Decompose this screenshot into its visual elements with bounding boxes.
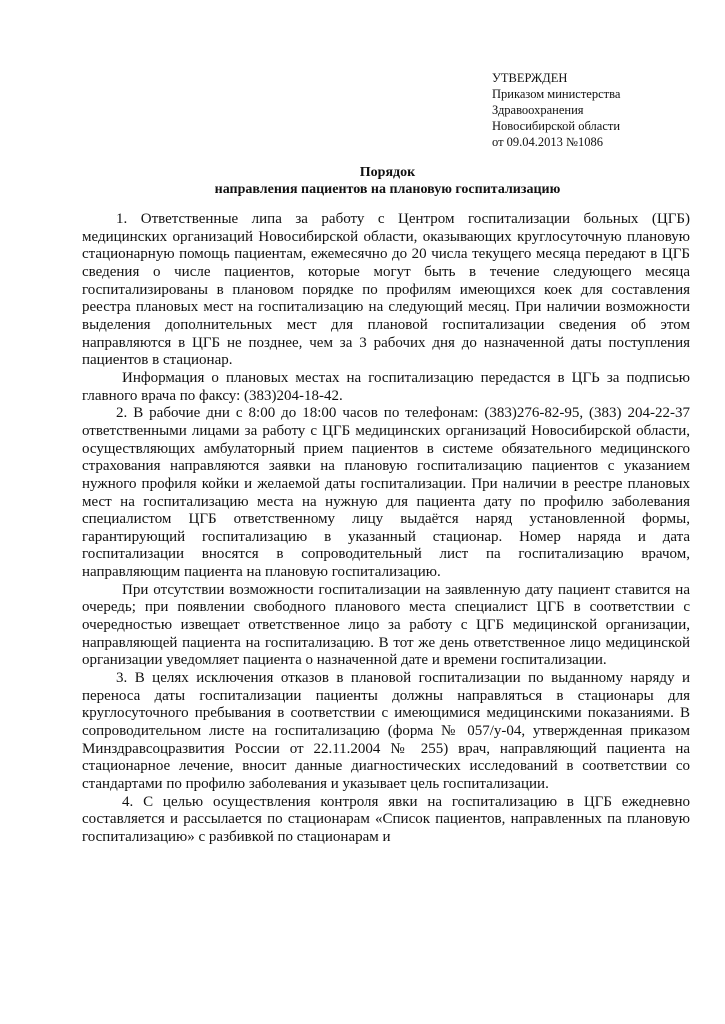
approval-line: УТВЕРЖДЕН bbox=[492, 71, 568, 85]
approval-line: Новосибирской области bbox=[492, 119, 621, 133]
paragraph-1: 1. Ответственные липа за работу с Центром госпитализации больных (ЦГБ) медицинских организаций Новосибирской области, оказывающих круглосуточную плановую стационарную помощь пациентам, ежемесячно до 20 числа текущего месяца передают в ЦГБ сведения о числе пациентов, которые могут быть в течение следующего месяца госпитализированы в плановом порядке по профилям имеющихся коек для составления реестра плановых мест на госпитализацию на следующий месяц. При наличии возможности выделения дополнительных мест для плановой госпитализации сведения об этом направляются в ЦГБ не позднее, чем за 3 рабочих дня до назначенной даты поступления пациентов в стационар. bbox=[82, 211, 690, 369]
paragraph-4: При отсутствии возможности госпитализации на заявленную дату пациент ставится на очередь; при появлении свободного планового места специалист ЦГБ в соответствии с очередностью извещает ответственное лицо за работу с ЦГБ медицинской организации, направляющей пациента на госпитализацию. В тот же день ответственное лицо медицинской организации уведомляет пациента о назначенной дате и времени госпитализации. bbox=[82, 581, 690, 669]
paragraph-2: Информация о плановых местах на госпитализацию передастся в ЦГЬ за подписью главного врача по факсу: (383)204-18-42. bbox=[82, 369, 690, 404]
approval-stamp bbox=[492, 70, 620, 150]
approval-line: Приказом министерства bbox=[492, 87, 621, 101]
title-line-1: Порядок bbox=[359, 165, 416, 180]
paragraph-3: 2. В рабочие дни с 8:00 до 18:00 часов по телефонам: (383)276-82-95, (383) 204-22-37 ответственными лицами за работу с ЦГБ медицинских организаций Новосибирской области, осуществляющих амбулаторный прием пациентов в системе обязательного медицинского страхования направляются заявки на плановую госпитализацию пациентов с указанием нужного профиля койки и желаемой даты госпитализации. При наличии в реестре плановых мест на госпитализацию места на нужную для пациента дату по профилю заболевания специалистом ЦГБ ответственному лицу выдаётся наряд установленной формы, гарантирующий госпитализацию в указанный стационар. Номер наряда и дата госпитализации вносятся в сопроводительный лист па госпитализацию врачом, направляющим пациента на плановую госпитализацию. bbox=[82, 405, 690, 581]
approval-line: Здравоохранения bbox=[492, 103, 584, 117]
approval-line: от 09.04.2013 №1086 bbox=[492, 135, 603, 149]
paragraph-6: 4. С целью осуществления контроля явки на госпитализацию в ЦГБ ежедневно составляется и рассылается по стационарам «Список пациентов, направленных па плановую госпитализацию» с разбивкой по стационарам и bbox=[82, 793, 690, 845]
title-line-2: направления пациентов на плановую госпитализацию bbox=[214, 182, 561, 197]
document-body bbox=[82, 211, 690, 847]
paragraph-5: 3. В целях исключения отказов в плановой госпитализации по выданному наряду и переноса даты госпитализации пациенты должны направляться в стационары для круглосуточного пребывания в соответствии с имеющимися медицинскими показаниями. В сопроводительном листе на госпитализацию (форма № 057/у-04, утвержденная приказом Минздравсоцразвития России от 22.11.2004 № 255) врач, направляющий пациента на стационарное лечение, вносит данные диагностических исследований в соответствии со стандартами по профилю заболевания и указывает цель госпитализации. bbox=[82, 670, 690, 792]
document-title bbox=[60, 164, 715, 198]
